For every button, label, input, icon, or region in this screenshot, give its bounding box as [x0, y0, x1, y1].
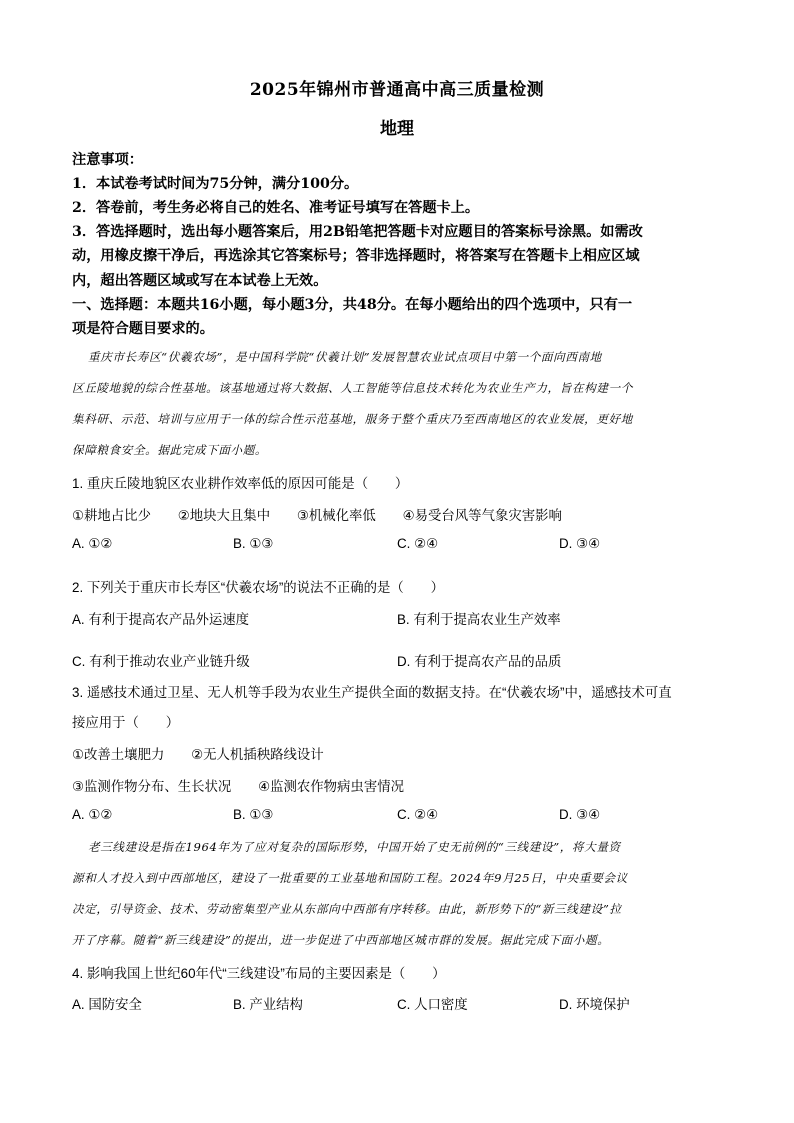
- passage-line: 决定，引导资金、技术、劳动密集型产业从东部向中西部有序转移。由此，新形势下的“新三线建设”拉: [72, 902, 622, 916]
- option-d: D. 有利于提高农产品的品质: [397, 654, 562, 669]
- option-a: A. 有利于提高农产品外运速度: [72, 612, 250, 627]
- option-b: B. 产业结构: [233, 997, 303, 1012]
- option-c: C. 有利于推动农业产业链升级: [72, 654, 250, 669]
- question-stem: 2. 下列关于重庆市长寿区“伏羲农场”的说法不正确的是（ ）: [72, 580, 444, 595]
- question-stem: 4. 影响我国上世纪60年代“三线建设”布局的主要因素是（ ）: [72, 966, 446, 981]
- passage-line: 老三线建设是指在1964年为了应对复杂的国际形势，中国开始了史无前例的“三线建设”，将大量资: [88, 840, 621, 854]
- option-c: C. ②④: [397, 807, 439, 822]
- option-b: B. ①③: [233, 536, 274, 551]
- notes-item: 1．本试卷考试时间为75分钟，满分100分。: [72, 176, 359, 192]
- options-row: [72, 994, 722, 1014]
- question-stem: 接应用于（ ）: [72, 715, 180, 730]
- notes-heading: 注意事项：: [72, 152, 143, 168]
- question-items: ①耕地占比少 ②地块大且集中 ③机械化率低 ④易受台风等气象灾害影响: [72, 508, 562, 523]
- passage-line: 集科研、示范、培训与应用于一体的综合性示范基地，服务于整个重庆乃至西南地区的农业发展，更好地: [72, 412, 633, 426]
- passage-line: 开了序幕。随着“新三线建设”的提出，进一步促进了中西部地区城市群的发展。据此完成下面小题。: [72, 933, 610, 947]
- question-stem: 1. 重庆丘陵地貌区农业耕作效率低的原因可能是（ ）: [72, 476, 409, 491]
- notes-item: 3．答选择题时，选出每小题答案后，用2B铅笔把答题卡对应题目的答案标号涂黑。如需改: [72, 224, 643, 240]
- options-row: [72, 807, 722, 827]
- exam-title: 2025年锦州市普通高中高三质量检测: [249, 80, 545, 100]
- option-c: C. ②④: [397, 536, 439, 551]
- option-d: D. ③④: [559, 536, 601, 551]
- passage-line: 重庆市长寿区“伏羲农场”，是中国科学院“伏羲计划”发展智慧农业试点项目中第一个面向西南地: [88, 350, 602, 364]
- option-c: C. 人口密度: [397, 997, 468, 1012]
- option-d: D. 环境保护: [559, 997, 630, 1012]
- option-b: B. 有利于提高农业生产效率: [397, 612, 561, 627]
- question-items: ①改善土壤肥力 ②无人机插秧路线设计: [72, 747, 324, 762]
- passage-line: 源和人才投入到中西部地区，建设了一批重要的工业基地和国防工程。2024年9月25日，中央重要会议: [72, 871, 628, 885]
- passage-line: 保障粮食安全。据此完成下面小题。: [72, 443, 268, 457]
- notes-item: 内，超出答题区域或写在本试卷上无效。: [72, 273, 328, 289]
- notes-item: 动，用橡皮擦干净后，再选涂其它答案标号；答非选择题时，将答案写在答题卡上相应区域: [72, 248, 640, 264]
- section-heading: 一、选择题：本题共16小题，每小题3分，共48分。在每小题给出的四个选项中，只有一: [72, 297, 633, 313]
- exam-subject: 地理: [380, 119, 414, 139]
- section-heading: 项是符合题目要求的。: [72, 321, 214, 337]
- question-stem: 3. 遥感技术通过卫星、无人机等手段为农业生产提供全面的数据支持。在“伏羲农场”中，遥感技术可直: [72, 685, 672, 700]
- option-a: A. ①②: [72, 536, 113, 551]
- question-items: ③监测作物分布、生长状况 ④监测农作物病虫害情况: [72, 779, 404, 794]
- passage-line: 区丘陵地貌的综合性基地。该基地通过将大数据、人工智能等信息技术转化为农业生产力，旨在构建一个: [72, 381, 633, 395]
- options-row: [72, 651, 722, 671]
- options-row: [72, 536, 722, 556]
- notes-item: 2．答卷前，考生务必将自己的姓名、准考证号填写在答题卡上。: [72, 200, 480, 216]
- option-d: D. ③④: [559, 807, 601, 822]
- option-a: A. ①②: [72, 807, 113, 822]
- option-a: A. 国防安全: [72, 997, 142, 1012]
- option-b: B. ①③: [233, 807, 274, 822]
- options-row: [72, 609, 722, 629]
